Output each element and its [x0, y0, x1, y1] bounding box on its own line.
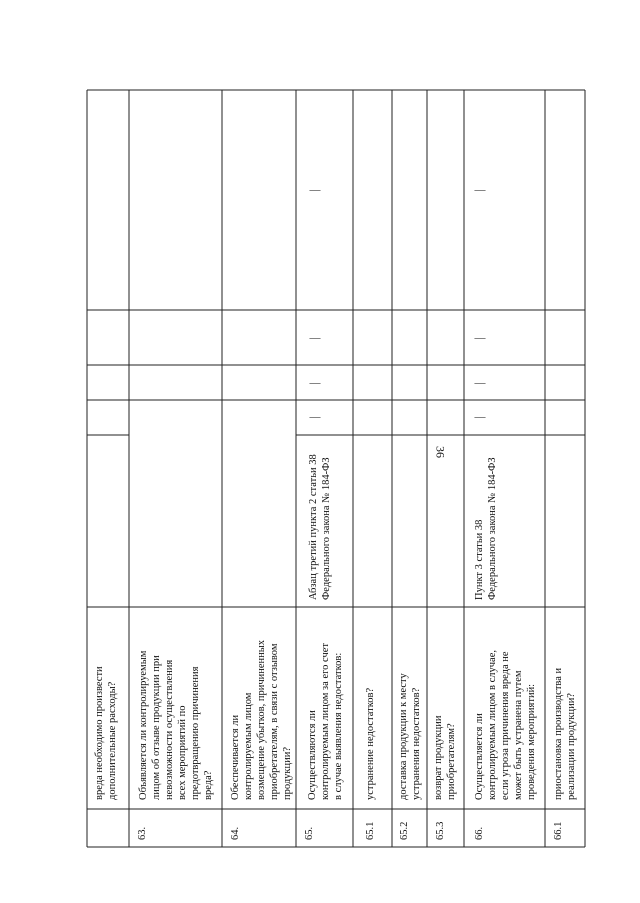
page-number: 36 — [433, 446, 448, 458]
question-cell: Обеспечивается ли контролируемым лицом возмещение убытков, причиненных приобретателям, в связи с отзывом продукции? — [230, 639, 293, 800]
dash-mark: — — [474, 332, 486, 344]
row-number: 65.3 — [435, 821, 446, 840]
dash-mark: — — [309, 411, 321, 423]
legal-basis-cell: Абзац третий пункта 2 статьи 38 Федерального закона № 184-ФЗ — [308, 454, 332, 600]
question-cell: приостановка производства и реализации продукции? — [553, 667, 577, 800]
dash-mark: — — [474, 184, 486, 196]
row-number: 66. — [474, 826, 485, 840]
row-number: 65. — [304, 826, 315, 840]
question-cell: Осуществляется ли контролируемым лицом в случае, если угроза причинения вреда не может быть устранена путем проведения мероприятий: — [474, 650, 537, 800]
row-number: 66.1 — [553, 821, 564, 840]
row-number: 63. — [137, 826, 148, 840]
question-cell: Объявляется ли контролируемым лицом об отзыве продукции при невозможности осуществления всех мероприятий по предотвращению причинения вреда? — [138, 650, 214, 800]
dash-mark: — — [309, 332, 321, 344]
legal-basis-cell: Пункт 3 статьи 38 Федерального закона № 184-ФЗ — [474, 457, 498, 600]
dash-mark: — — [474, 411, 486, 423]
question-cell: вреда необходимо произвести дополнительные расходы? — [94, 666, 118, 800]
question-cell: возврат продукции приобретателям? — [433, 715, 457, 800]
dash-mark: — — [474, 377, 486, 389]
question-cell: доставка продукции к месту устранения недостатков? — [398, 673, 422, 800]
dash-mark: — — [309, 184, 321, 196]
row-number: 64. — [230, 826, 241, 840]
row-number: 65.1 — [365, 821, 376, 840]
dash-mark: — — [309, 377, 321, 389]
question-cell: устранение недостатков? — [365, 687, 376, 800]
question-cell: Осуществляются ли контролируемым лицом за его счет в случае выявления недостатков: — [307, 642, 344, 800]
row-number: 65.2 — [399, 821, 410, 840]
